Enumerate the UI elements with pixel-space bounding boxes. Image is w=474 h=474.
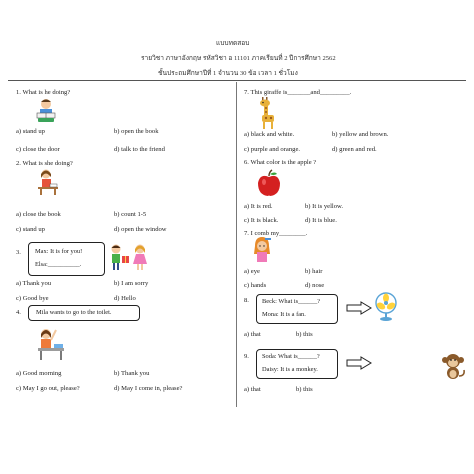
q1-option-a[interactable]: a) stand up — [16, 128, 45, 135]
q7-giraffe-option-c[interactable]: c) purple and orange. — [244, 146, 301, 153]
q6-option-b[interactable]: b) It is yellow. — [305, 203, 344, 210]
q3-option-b[interactable]: b) I am sorry — [114, 280, 149, 287]
q3-bubble-line-1: Max: It is for you! — [35, 248, 83, 255]
q9-option-a[interactable]: a) that — [244, 386, 261, 393]
q3-bubble-line-2: Elsa:__________. — [35, 261, 82, 268]
q7-giraffe-prompt: 7. This giraffe is_______and_________. — [244, 89, 352, 96]
q2-option-a[interactable]: a) close the book — [16, 211, 61, 218]
boy-reading-image — [34, 98, 58, 124]
q3-number: 3. — [16, 249, 21, 256]
q2-prompt: 2. What is she doing? — [16, 160, 73, 167]
q7-comb-option-b[interactable]: b) hair — [305, 268, 323, 275]
q6-option-a[interactable]: a) It is red. — [244, 203, 273, 210]
header-divider — [8, 80, 466, 81]
column-divider — [236, 82, 237, 407]
grade-line: ชั้นประถมศึกษาปีที่ 1 จำนวน 30 ข้อ เวลา 1 ชั่วโมง — [158, 70, 298, 77]
q8-bubble-line-2: Mona: It is a fan. — [262, 311, 306, 318]
q7-giraffe-option-b[interactable]: b) yellow and brown. — [332, 131, 389, 138]
q1-option-b[interactable]: b) open the book — [114, 128, 159, 135]
q7-comb-option-c[interactable]: c) hands — [244, 282, 267, 289]
girl-with-hand-up-image — [34, 325, 66, 361]
q7-comb-option-a[interactable]: a) eye — [244, 268, 260, 275]
test-title: แบบทดสอบ — [216, 40, 250, 47]
q8-option-a[interactable]: a) that — [244, 331, 261, 338]
q4-option-b[interactable]: b) Thank you — [114, 370, 150, 377]
q8-number: 8. — [244, 297, 249, 304]
q9-option-b[interactable]: b) this — [296, 386, 313, 393]
q9-number: 9. — [244, 353, 249, 360]
q3-option-d[interactable]: d) Hello — [114, 295, 136, 302]
q2-option-b[interactable]: b) count 1-5 — [114, 211, 147, 218]
q3-option-a[interactable]: a) Thank you — [16, 280, 52, 287]
q8-bubble-line-1: Beck: What is______? — [262, 298, 321, 305]
q9-dialogue-bubble — [256, 349, 338, 379]
q7-giraffe-option-d[interactable]: d) green and red. — [332, 146, 377, 153]
apple-image — [256, 169, 282, 197]
q4-option-c[interactable]: c) May I go out, please? — [16, 385, 80, 392]
q4-number: 4. — [16, 309, 21, 316]
q7-comb-prompt: 7. I comb my________. — [244, 230, 308, 237]
q3-dialogue-bubble — [28, 242, 105, 276]
kids-giving-gift-image — [106, 243, 154, 271]
q8-arrow-icon — [346, 301, 372, 315]
q4-option-a[interactable]: a) Good morning — [16, 370, 62, 377]
q2-option-d[interactable]: d) open the window — [114, 226, 167, 233]
q7-comb-option-d[interactable]: d) nose — [305, 282, 325, 289]
q7-giraffe-option-a[interactable]: a) black and white. — [244, 131, 295, 138]
girl-at-desk-image — [36, 169, 60, 195]
q8-option-b[interactable]: b) this — [296, 331, 313, 338]
q3-option-c[interactable]: c) Good bye — [16, 295, 49, 302]
monkey-image — [440, 352, 466, 380]
q9-bubble-line-2: Daisy: It is a monkey. — [262, 366, 318, 373]
q1-option-c[interactable]: c) close the door — [16, 146, 60, 153]
q9-arrow-icon — [346, 356, 372, 370]
q9-bubble-line-1: Soda: What is______? — [262, 353, 320, 360]
q1-option-d[interactable]: d) talk to the friend — [114, 146, 165, 153]
q8-dialogue-bubble — [256, 294, 338, 324]
q6-prompt: 6. What color is the apple ? — [244, 159, 317, 166]
q4-bubble-text: Mila wants to go to the toilet. — [36, 309, 112, 316]
q4-context-bubble — [28, 305, 140, 321]
q4-option-d[interactable]: d) May I come in, please? — [114, 385, 183, 392]
giraffe-image — [258, 97, 278, 129]
girl-combing-hair-image — [251, 237, 273, 263]
subject-line: รายวิชา ภาษาอังกฤษ รหัสวิชา อ 11101 ภาคเรียนที่ 2 ปีการศึกษา 2562 — [141, 55, 336, 62]
q6-option-c[interactable]: c) It is black. — [244, 217, 279, 224]
q6-option-d[interactable]: d) It is blue. — [305, 217, 337, 224]
q2-option-c[interactable]: c) stand up — [16, 226, 45, 233]
fan-image — [374, 292, 398, 322]
q1-prompt: 1. What is he doing? — [16, 89, 71, 96]
